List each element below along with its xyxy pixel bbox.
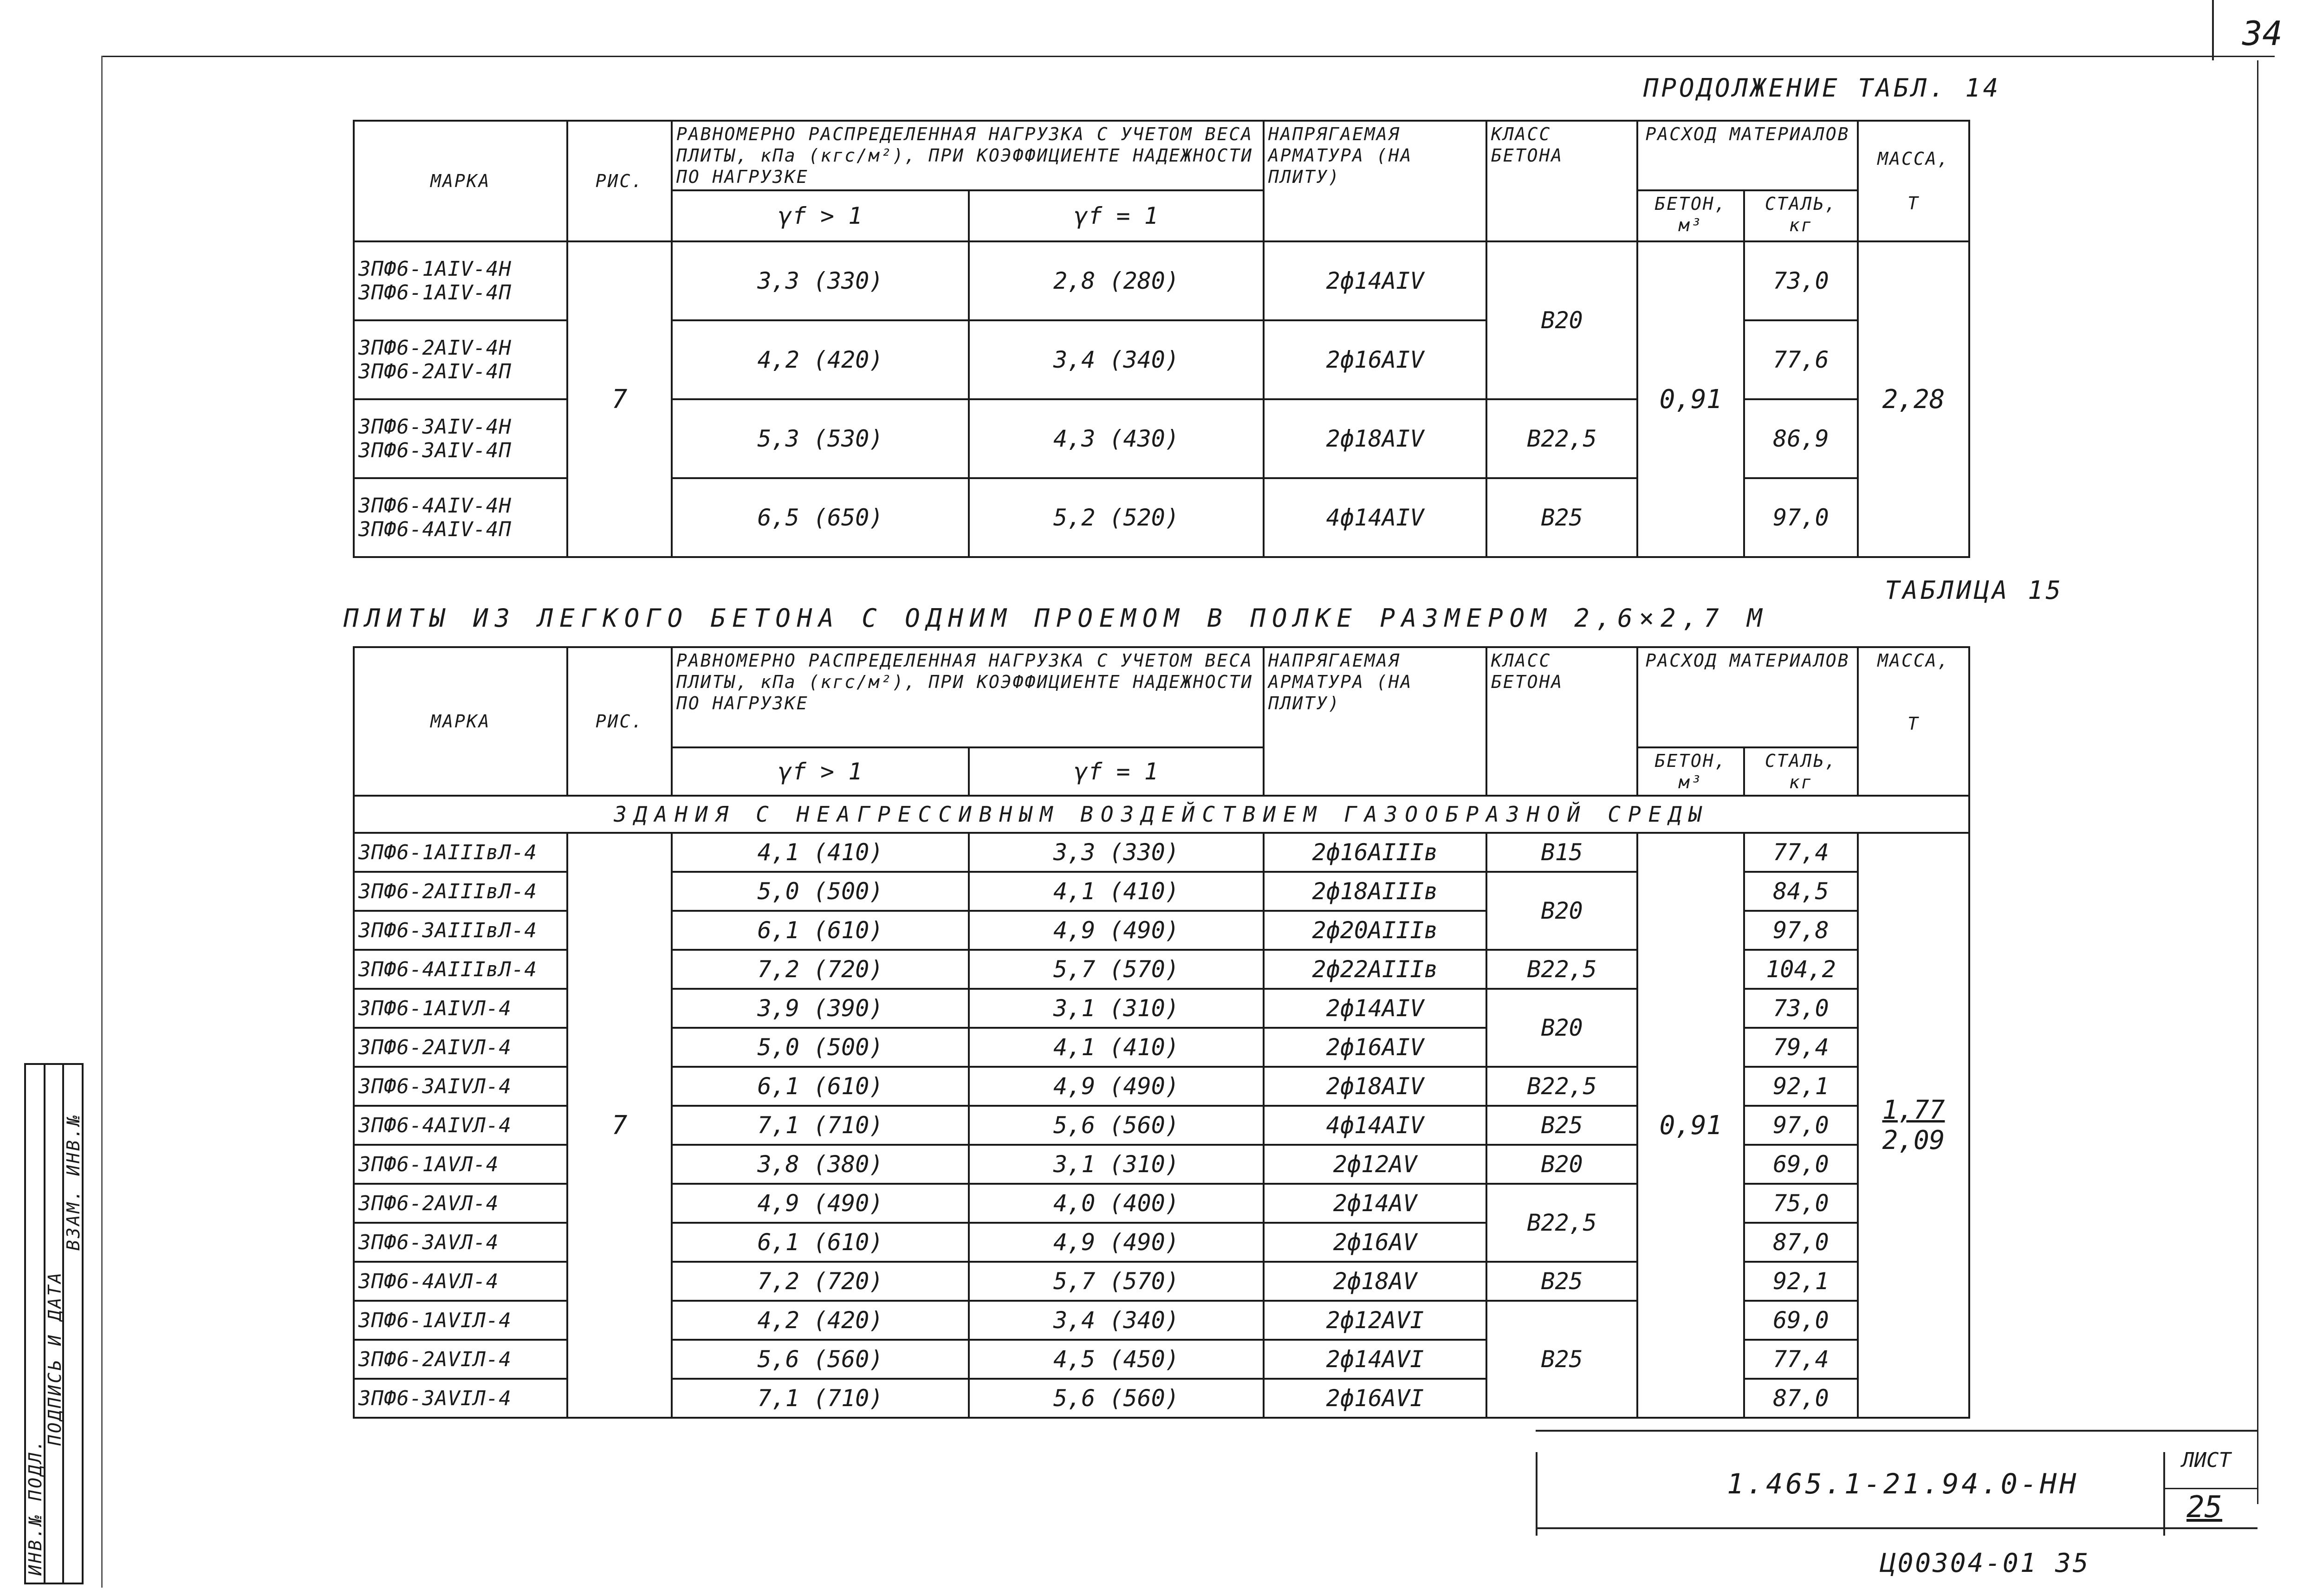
rebar-cell: 4ф14АIV bbox=[1264, 1106, 1486, 1145]
concrete-class-cell: B20 bbox=[1486, 241, 1637, 399]
mark-cell: 3ПФ6-2АIIIвЛ-4 bbox=[354, 872, 567, 911]
mark-cell bbox=[354, 241, 567, 320]
steel-cell: 79,4 bbox=[1744, 1028, 1858, 1067]
mark-text: 3ПФ6-3АIV-4П bbox=[358, 439, 512, 462]
steel-cell: 92,1 bbox=[1744, 1067, 1858, 1106]
concrete-class-cell: B22,5 bbox=[1486, 1184, 1637, 1262]
fig-cell: 7 bbox=[567, 241, 672, 557]
concrete-volume-cell: 0,91 bbox=[1637, 241, 1744, 557]
mark-cell: 3ПФ6-3АVIЛ-4 bbox=[354, 1379, 567, 1418]
frame-right-line bbox=[2257, 60, 2258, 1504]
steel-cell: 73,0 bbox=[1744, 989, 1858, 1028]
header-mass-unit: Т bbox=[1907, 714, 1920, 734]
mark-cell: 3ПФ6-1АVЛ-4 bbox=[354, 1145, 567, 1184]
mark-cell bbox=[354, 399, 567, 478]
load-gt1-cell: 7,2 (720) bbox=[672, 950, 969, 989]
table-15 bbox=[353, 646, 1970, 1419]
steel-cell: 77,4 bbox=[1744, 833, 1858, 872]
rebar-cell: 2ф16АV bbox=[1264, 1223, 1486, 1262]
load-gt1-cell: 4,1 (410) bbox=[672, 833, 969, 872]
mass-top: 1,77 bbox=[1882, 1095, 1945, 1125]
load-eq1-cell: 4,9 (490) bbox=[969, 911, 1264, 950]
steel-cell: 73,0 bbox=[1744, 241, 1858, 320]
mark-text: 3ПФ6-1АIV-4П bbox=[358, 281, 512, 305]
steel-cell: 92,1 bbox=[1744, 1262, 1858, 1301]
rebar-cell: 2ф16АIV bbox=[1264, 1028, 1486, 1067]
header-concrete-class: КЛАСС БЕТОНА bbox=[1486, 647, 1637, 796]
header-load-eq1: γf = 1 bbox=[969, 747, 1264, 796]
steel-cell: 87,0 bbox=[1744, 1223, 1858, 1262]
rebar-cell: 2ф18АIIIв bbox=[1264, 872, 1486, 911]
header-steel-unit: кг bbox=[1789, 215, 1813, 235]
concrete-class-cell: B25 bbox=[1486, 1301, 1637, 1418]
sheet-label: ЛИСТ bbox=[2182, 1448, 2231, 1472]
load-gt1-cell: 4,2 (420) bbox=[672, 1301, 969, 1340]
frame-left-line bbox=[101, 56, 103, 1588]
steel-cell: 86,9 bbox=[1744, 399, 1858, 478]
header-load: РАВНОМЕРНО РАСПРЕДЕЛЕННАЯ НАГРУЗКА С УЧЕТОМ ВЕСА ПЛИТЫ, кПа (кгс/м²), ПРИ КОЭФФИЦИЕНТЕ НАДЕЖНОСТИ ПО НАГРУЗКЕ bbox=[672, 121, 1264, 190]
table-row bbox=[354, 833, 1969, 872]
load-gt1-cell: 3,8 (380) bbox=[672, 1145, 969, 1184]
mark-cell: 3ПФ6-4АIVЛ-4 bbox=[354, 1106, 567, 1145]
concrete-class-cell: B20 bbox=[1486, 989, 1637, 1067]
header-fig: РИС. bbox=[567, 647, 672, 796]
load-gt1-cell: 5,3 (530) bbox=[672, 399, 969, 478]
steel-cell: 84,5 bbox=[1744, 872, 1858, 911]
rebar-cell: 2ф16АIIIв bbox=[1264, 833, 1486, 872]
concrete-class-cell: B15 bbox=[1486, 833, 1637, 872]
mark-text: 3ПФ6-2АIV-4Н bbox=[358, 336, 512, 360]
header-load-gt1: γf > 1 bbox=[672, 190, 969, 241]
load-eq1-cell: 4,1 (410) bbox=[969, 872, 1264, 911]
table15-title: ПЛИТЫ ИЗ ЛЕГКОГО БЕТОНА С ОДНИМ ПРОЕМОМ В ПОЛКЕ РАЗМЕРОМ 2,6×2,7 М bbox=[344, 603, 1769, 633]
mark-cell: 3ПФ6-3АVЛ-4 bbox=[354, 1223, 567, 1262]
side-text-replace: ВЗАМ. ИНВ.№ bbox=[63, 1113, 84, 1251]
steel-cell: 69,0 bbox=[1744, 1145, 1858, 1184]
header-mass bbox=[1858, 121, 1969, 241]
steel-cell: 97,0 bbox=[1744, 478, 1858, 557]
table-row bbox=[354, 241, 1969, 320]
concrete-class-cell: B25 bbox=[1486, 1106, 1637, 1145]
mark-cell: 3ПФ6-2АIVЛ-4 bbox=[354, 1028, 567, 1067]
load-eq1-cell: 4,5 (450) bbox=[969, 1340, 1264, 1379]
concrete-class-cell: B20 bbox=[1486, 872, 1637, 950]
load-eq1-cell: 4,3 (430) bbox=[969, 399, 1264, 478]
rebar-cell: 2ф22АIIIв bbox=[1264, 950, 1486, 989]
load-gt1-cell: 7,1 (710) bbox=[672, 1106, 969, 1145]
concrete-class-cell: B25 bbox=[1486, 1262, 1637, 1301]
load-eq1-cell: 4,9 (490) bbox=[969, 1223, 1264, 1262]
mark-text: 3ПФ6-3АIV-4Н bbox=[358, 415, 512, 439]
mark-cell bbox=[354, 320, 567, 399]
side-text-signature: ПОДПИСЬ И ДАТА bbox=[45, 1271, 65, 1446]
mass-cell bbox=[1858, 833, 1969, 1418]
rebar-cell: 2ф14АVI bbox=[1264, 1340, 1486, 1379]
stamp-left-line bbox=[1536, 1452, 1537, 1536]
continuation-caption: ПРОДОЛЖЕНИЕ ТАБЛ. 14 bbox=[1643, 73, 2001, 103]
rebar-cell: 2ф18АIV bbox=[1264, 399, 1486, 478]
rebar-cell: 2ф18АV bbox=[1264, 1262, 1486, 1301]
header-steel bbox=[1744, 190, 1858, 241]
mark-cell: 3ПФ6-1АVIЛ-4 bbox=[354, 1301, 567, 1340]
header-concrete bbox=[1637, 747, 1744, 796]
rebar-cell: 2ф14АIV bbox=[1264, 241, 1486, 320]
header-load: РАВНОМЕРНО РАСПРЕДЕЛЕННАЯ НАГРУЗКА С УЧЕТОМ ВЕСА ПЛИТЫ, кПа (кгс/м²), ПРИ КОЭФФИЦИЕНТЕ НАДЕЖНОСТИ ПО НАГРУЗКЕ bbox=[672, 647, 1264, 747]
mass-bottom: 2,09 bbox=[1882, 1125, 1945, 1155]
header-concrete-class: КЛАСС БЕТОНА bbox=[1486, 121, 1637, 241]
header-mass-label: МАССА, bbox=[1877, 650, 1950, 671]
concrete-class-cell: B25 bbox=[1486, 478, 1637, 557]
frame-corner-line bbox=[2212, 0, 2214, 60]
load-eq1-cell: 5,7 (570) bbox=[969, 950, 1264, 989]
load-gt1-cell: 5,0 (500) bbox=[672, 1028, 969, 1067]
frame-top-line bbox=[102, 56, 2275, 57]
steel-cell: 104,2 bbox=[1744, 950, 1858, 989]
header-steel-label: СТАЛЬ, bbox=[1765, 194, 1837, 214]
header-rebar: НАПРЯГАЕМАЯ АРМАТУРА (НА ПЛИТУ) bbox=[1264, 647, 1486, 796]
rebar-cell: 2ф14АIV bbox=[1264, 989, 1486, 1028]
stamp-bottom-line bbox=[1536, 1527, 2258, 1529]
load-gt1-cell: 7,2 (720) bbox=[672, 1262, 969, 1301]
load-gt1-cell: 4,9 (490) bbox=[672, 1184, 969, 1223]
page-number: 34 bbox=[2242, 14, 2283, 53]
header-fig: РИС. bbox=[567, 121, 672, 241]
header-mark: МАРКА bbox=[354, 121, 567, 241]
mark-cell: 3ПФ6-2АVIЛ-4 bbox=[354, 1340, 567, 1379]
rebar-cell: 2ф16АIV bbox=[1264, 320, 1486, 399]
load-gt1-cell: 3,9 (390) bbox=[672, 989, 969, 1028]
header-concrete-unit: м³ bbox=[1679, 215, 1703, 235]
load-gt1-cell: 6,1 (610) bbox=[672, 1067, 969, 1106]
header-mark: МАРКА bbox=[354, 647, 567, 796]
table15-label: ТАБЛИЦА 15 bbox=[1885, 576, 2064, 605]
load-gt1-cell: 6,1 (610) bbox=[672, 1223, 969, 1262]
load-gt1-cell: 7,1 (710) bbox=[672, 1379, 969, 1418]
rebar-cell: 2ф20АIIIв bbox=[1264, 911, 1486, 950]
rebar-cell: 2ф12АV bbox=[1264, 1145, 1486, 1184]
mark-text: 3ПФ6-2АIV-4П bbox=[358, 360, 512, 383]
load-eq1-cell: 4,9 (490) bbox=[969, 1067, 1264, 1106]
load-eq1-cell: 5,6 (560) bbox=[969, 1106, 1264, 1145]
header-concrete-label: БЕТОН, bbox=[1654, 751, 1727, 771]
concrete-volume-cell: 0,91 bbox=[1637, 833, 1744, 1418]
stamp-sheet-line bbox=[2163, 1488, 2258, 1489]
concrete-class-cell: B22,5 bbox=[1486, 399, 1637, 478]
stamp-divider-line bbox=[2163, 1452, 2165, 1536]
mark-cell bbox=[354, 478, 567, 557]
load-eq1-cell: 5,6 (560) bbox=[969, 1379, 1264, 1418]
steel-cell: 77,6 bbox=[1744, 320, 1858, 399]
concrete-class-cell: B22,5 bbox=[1486, 1067, 1637, 1106]
load-eq1-cell: 3,1 (310) bbox=[969, 1145, 1264, 1184]
header-concrete-unit: м³ bbox=[1679, 772, 1703, 792]
rebar-cell: 2ф12АVI bbox=[1264, 1301, 1486, 1340]
steel-cell: 97,0 bbox=[1744, 1106, 1858, 1145]
mass-cell: 2,28 bbox=[1858, 241, 1969, 557]
steel-cell: 87,0 bbox=[1744, 1379, 1858, 1418]
load-eq1-cell: 4,1 (410) bbox=[969, 1028, 1264, 1067]
side-text-inv: ИНВ.№ ПОДЛ. bbox=[25, 1438, 45, 1576]
side-strip bbox=[24, 1063, 84, 1584]
header-materials: РАСХОД МАТЕРИАЛОВ bbox=[1637, 121, 1858, 190]
table-14 bbox=[353, 120, 1970, 558]
section-title: ЗДАНИЯ С НЕАГРЕССИВНЫМ ВОЗДЕЙСТВИЕМ ГАЗООБРАЗНОЙ СРЕДЫ bbox=[354, 796, 1969, 833]
mark-cell: 3ПФ6-3АIIIвЛ-4 bbox=[354, 911, 567, 950]
load-eq1-cell: 3,3 (330) bbox=[969, 833, 1264, 872]
load-eq1-cell: 3,4 (340) bbox=[969, 1301, 1264, 1340]
load-gt1-cell: 4,2 (420) bbox=[672, 320, 969, 399]
header-steel bbox=[1744, 747, 1858, 796]
header-load-eq1: γf = 1 bbox=[969, 190, 1264, 241]
load-gt1-cell: 6,1 (610) bbox=[672, 911, 969, 950]
load-gt1-cell: 5,0 (500) bbox=[672, 872, 969, 911]
steel-cell: 77,4 bbox=[1744, 1340, 1858, 1379]
load-gt1-cell: 6,5 (650) bbox=[672, 478, 969, 557]
load-eq1-cell: 4,0 (400) bbox=[969, 1184, 1264, 1223]
concrete-class-cell: B20 bbox=[1486, 1145, 1637, 1184]
rebar-cell: 2ф16АVI bbox=[1264, 1379, 1486, 1418]
concrete-class-cell: B22,5 bbox=[1486, 950, 1637, 989]
rebar-cell: 4ф14АIV bbox=[1264, 478, 1486, 557]
mark-cell: 3ПФ6-2АVЛ-4 bbox=[354, 1184, 567, 1223]
load-eq1-cell: 5,2 (520) bbox=[969, 478, 1264, 557]
load-eq1-cell: 3,1 (310) bbox=[969, 989, 1264, 1028]
mark-cell: 3ПФ6-1АIVЛ-4 bbox=[354, 989, 567, 1028]
steel-cell: 97,8 bbox=[1744, 911, 1858, 950]
mark-text: 3ПФ6-4АIV-4П bbox=[358, 518, 512, 541]
load-gt1-cell: 5,6 (560) bbox=[672, 1340, 969, 1379]
header-mass-label: МАССА, bbox=[1877, 149, 1950, 169]
header-steel-unit: кг bbox=[1789, 772, 1813, 792]
header-mass bbox=[1858, 647, 1969, 796]
sheet-number: 25 bbox=[2186, 1490, 2223, 1525]
load-eq1-cell: 2,8 (280) bbox=[969, 241, 1264, 320]
header-materials: РАСХОД МАТЕРИАЛОВ bbox=[1637, 647, 1858, 747]
mark-cell: 3ПФ6-3АIVЛ-4 bbox=[354, 1067, 567, 1106]
load-eq1-cell: 5,7 (570) bbox=[969, 1262, 1264, 1301]
header-mass-unit: Т bbox=[1907, 193, 1920, 214]
header-concrete bbox=[1637, 190, 1744, 241]
fig-cell: 7 bbox=[567, 833, 672, 1418]
mark-cell: 3ПФ6-4АIIIвЛ-4 bbox=[354, 950, 567, 989]
archive-number: Ц00304-01 35 bbox=[1880, 1548, 2090, 1578]
header-steel-label: СТАЛЬ, bbox=[1765, 751, 1837, 771]
steel-cell: 75,0 bbox=[1744, 1184, 1858, 1223]
stamp-top-line bbox=[1536, 1430, 2258, 1432]
mark-text: 3ПФ6-4АIV-4Н bbox=[358, 494, 512, 518]
load-eq1-cell: 3,4 (340) bbox=[969, 320, 1264, 399]
header-concrete-label: БЕТОН, bbox=[1654, 194, 1727, 214]
header-rebar: НАПРЯГАЕМАЯ АРМАТУРА (НА ПЛИТУ) bbox=[1264, 121, 1486, 241]
mark-cell: 3ПФ6-4АVЛ-4 bbox=[354, 1262, 567, 1301]
mark-cell: 3ПФ6-1АIIIвЛ-4 bbox=[354, 833, 567, 872]
steel-cell: 69,0 bbox=[1744, 1301, 1858, 1340]
header-load-gt1: γf > 1 bbox=[672, 747, 969, 796]
mark-text: 3ПФ6-1АIV-4Н bbox=[358, 257, 512, 281]
rebar-cell: 2ф14АV bbox=[1264, 1184, 1486, 1223]
load-gt1-cell: 3,3 (330) bbox=[672, 241, 969, 320]
document-designation: 1.465.1-21.94.0-НН bbox=[1727, 1468, 2079, 1500]
rebar-cell: 2ф18АIV bbox=[1264, 1067, 1486, 1106]
